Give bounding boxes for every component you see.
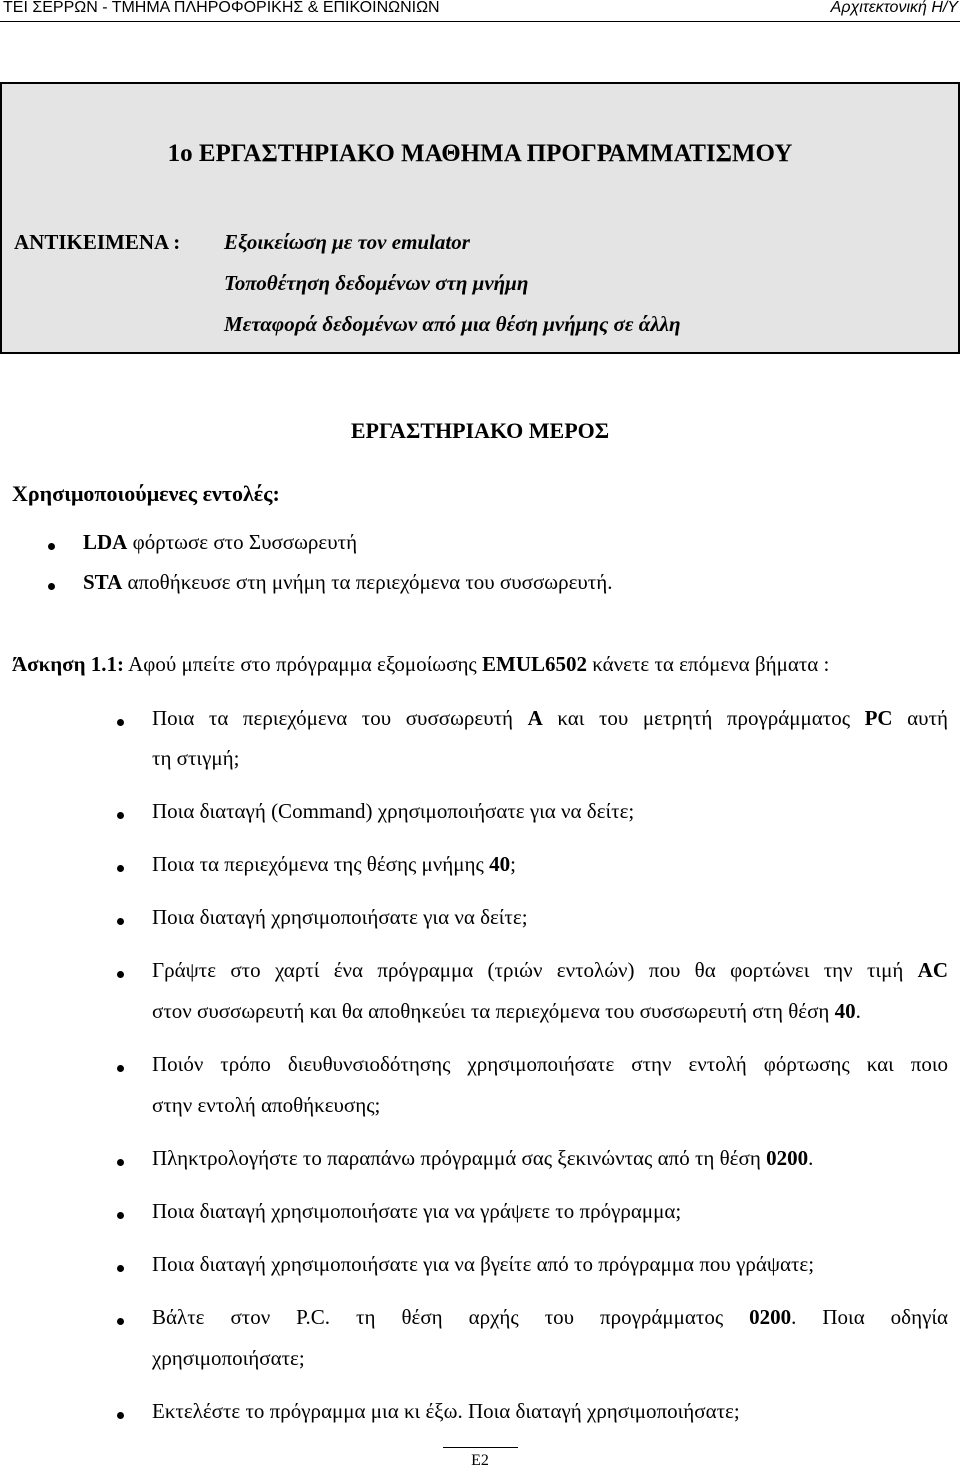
commands-label: Χρησιμοποιούμενες εντολές: xyxy=(12,481,280,506)
command-desc: φόρτωσε στο Συσσωρευτή xyxy=(127,530,358,554)
question-4: Ποια διαταγή χρησιμοποιήσατε για να δείτε; xyxy=(152,905,528,929)
objectives-label: ΑΝΤΙΚΕΙΜΕΝΑ : xyxy=(14,230,181,254)
bullet-icon xyxy=(117,918,124,925)
question-5: Γράψτε στο χαρτί ένα πρόγραμμα (τριών εντολών) που θα φορτώνει την τιμή AC xyxy=(152,958,948,982)
question-5-cont: στον συσσωρευτή και θα αποθηκεύει τα περιεχόμενα του συσσωρευτή στη θέση 40. xyxy=(152,999,861,1023)
lab-section-title: ΕΡΓΑΣΤΗΡΙΑΚΟ ΜΕΡΟΣ xyxy=(350,418,610,443)
page-number: E2 xyxy=(471,1452,489,1469)
question-1-cont: τη στιγμή; xyxy=(152,746,240,770)
exercise-intro: Άσκηση 1.1: Αφού μπείτε στο πρόγραμμα εξομοίωσης EMUL6502 κάνετε τα επόμενα βήματα : xyxy=(12,652,830,676)
footer-divider xyxy=(443,1447,518,1448)
bullet-icon xyxy=(48,583,55,590)
command-code: LDA xyxy=(83,530,128,554)
bullet-icon xyxy=(117,1265,124,1272)
document-title: 1ο ΕΡΓΑΣΤΗΡΙΑΚΟ ΜΑΘΗΜΑ ΠΡΟΓΡΑΜΜΑΤΙΣΜΟΥ xyxy=(167,140,793,167)
question-11: Εκτελέστε το πρόγραμμα μια κι έξω. Ποια διαταγή χρησιμοποιήσατε; xyxy=(152,1399,740,1423)
question-2: Ποια διαταγή (Command) χρησιμοποιήσατε για να δείτε; xyxy=(152,799,635,823)
command-code: STA xyxy=(83,570,123,594)
bullet-icon xyxy=(117,719,124,726)
question-1: Ποια τα περιεχόμενα του συσσωρευτή A και του μετρητή προγράμματος PC αυτή xyxy=(152,706,948,730)
header-institution: ΤΕΙ ΣΕΡΡΩΝ - ΤΜΗΜΑ ΠΛΗΡΟΦΟΡΙΚΗΣ & ΕΠΙΚΟΙΝΩΝΙΩΝ xyxy=(3,0,440,16)
command-desc: αποθήκευσε στη μνήμη τα περιεχόμενα του συσσωρευτή. xyxy=(122,570,613,594)
objective-item: Μεταφορά δεδομένων από μια θέση μνήμης σε άλλη xyxy=(224,312,681,336)
bullet-icon xyxy=(117,971,124,978)
question-10-cont: χρησιμοποιήσατε; xyxy=(152,1346,305,1370)
bullet-icon xyxy=(117,812,124,819)
question-10: Βάλτε στον P.C. τη θέση αρχής του προγράμματος 0200. Ποια οδηγία xyxy=(152,1305,948,1329)
question-8: Ποια διαταγή χρησιμοποιήσατε για να γράψετε το πρόγραμμα; xyxy=(152,1199,682,1223)
question-6: Ποιόν τρόπο διευθυνσιοδότησης χρησιμοποιήσατε στην εντολή φόρτωσης και ποιο xyxy=(152,1052,948,1076)
exercise-label: Άσκηση 1.1: xyxy=(12,652,125,676)
bullet-icon xyxy=(117,1212,124,1219)
question-7: Πληκτρολογήστε το παραπάνω πρόγραμμά σας ξεκινώντας από τη θέση 0200. xyxy=(152,1146,814,1170)
bullet-icon xyxy=(117,1065,124,1072)
page-header xyxy=(0,0,960,22)
question-9: Ποια διαταγή χρησιμοποιήσατε για να βγείτε από το πρόγραμμα που γράψατε; xyxy=(152,1252,815,1276)
command-item xyxy=(83,570,612,595)
question-3: Ποια τα περιεχόμενα της θέσης μνήμης 40; xyxy=(152,852,516,876)
objective-item: Εξοικείωση με τον emulator xyxy=(224,230,470,254)
question-6-cont: στην εντολή αποθήκευσης; xyxy=(152,1093,381,1117)
title-box xyxy=(0,82,960,354)
bullet-icon xyxy=(117,865,124,872)
objective-item: Τοποθέτηση δεδομένων στη μνήμη xyxy=(224,271,529,295)
bullet-icon xyxy=(117,1159,124,1166)
bullet-icon xyxy=(117,1318,124,1325)
program-name: EMUL6502 xyxy=(482,652,587,676)
command-item xyxy=(83,530,357,555)
header-course: Αρχιτεκτονική Η/Υ xyxy=(830,0,958,16)
bullet-icon xyxy=(48,543,55,550)
bullet-icon xyxy=(117,1412,124,1419)
